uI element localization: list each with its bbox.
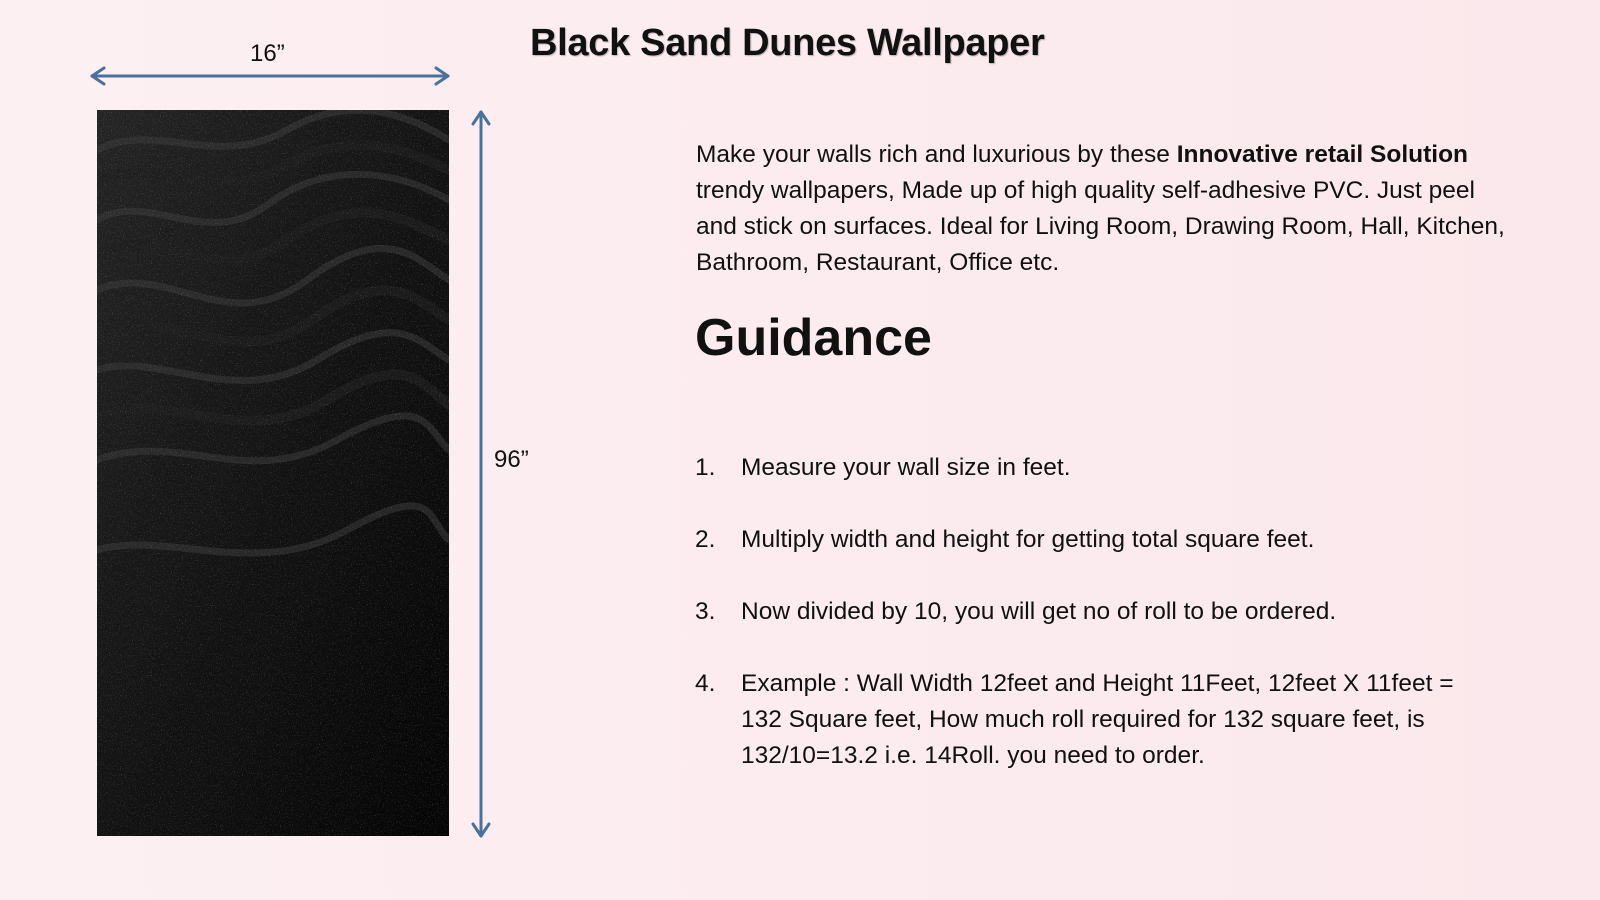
width-arrow	[92, 68, 448, 84]
guidance-step	[695, 450, 1455, 486]
step-text: Now divided by 10, you will get no of roll to be ordered.	[741, 598, 1337, 625]
step-text: Example : Wall Width 12feet and Height 11Feet, 12feet X 11feet = 132 Square feet, How much roll required for 132 square feet, is 132/10=13.2 i.e. 14Roll. you need to order.	[741, 670, 1454, 769]
guidance-heading: Guidance	[695, 309, 932, 367]
guidance-step	[695, 594, 1455, 630]
step-number: 1.	[695, 454, 716, 481]
step-number: 4.	[695, 670, 716, 697]
step-text: Multiply width and height for getting total square feet.	[741, 526, 1315, 553]
description-brand-name: Innovative retail Solution	[1176, 141, 1469, 168]
step-number: 2.	[695, 526, 716, 553]
height-dimension-label: 96”	[494, 446, 529, 473]
height-arrow	[473, 112, 489, 836]
guidance-step	[695, 522, 1455, 558]
description-text-after: trendy wallpapers, Made up of high quality self-adhesive PVC. Just peel and stick on surfaces. Ideal for Living Room, Drawing Room, Hall, Kitchen, Bathroom, Restaurant, Office etc.	[696, 177, 1505, 276]
step-number: 3.	[695, 598, 716, 625]
description-text-before: Make your walls rich and luxurious by these	[696, 141, 1177, 168]
product-title: Black Sand Dunes Wallpaper	[530, 22, 1045, 64]
wallpaper-preview-image	[97, 110, 449, 836]
product-description	[696, 137, 1516, 281]
guidance-steps-list	[695, 450, 1455, 810]
width-dimension-label: 16”	[250, 40, 285, 67]
guidance-step	[695, 666, 1455, 774]
step-text: Measure your wall size in feet.	[741, 454, 1071, 481]
